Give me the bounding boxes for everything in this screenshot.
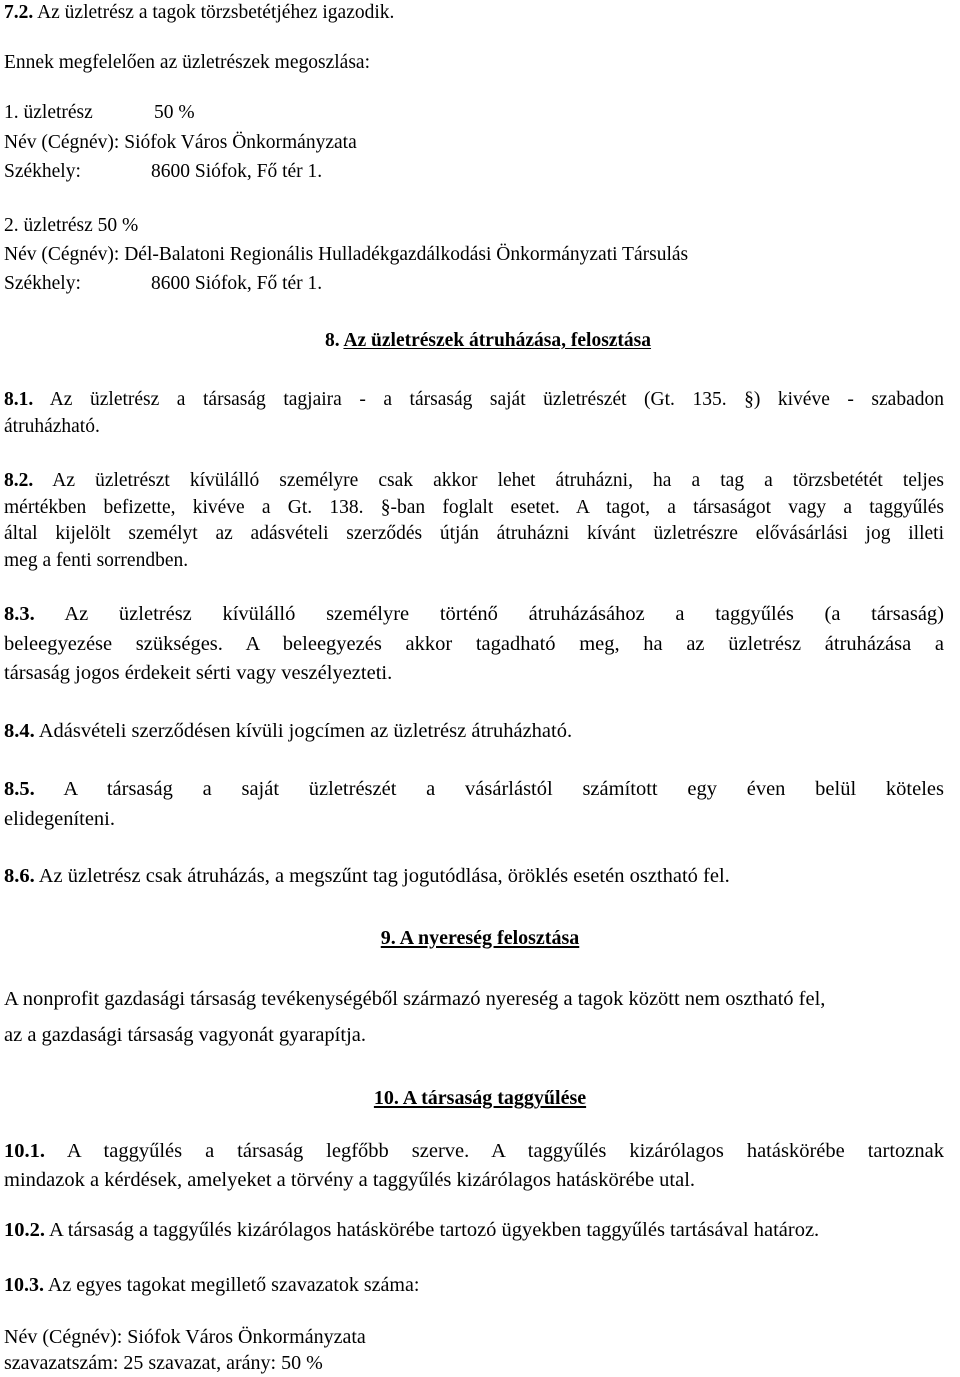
paragraph-text: Az üzletrészt kívülálló személyre csak akkor lehet átruházni, ha a tag a törzsbetétét teljes <box>52 470 944 491</box>
paragraph-number: 10.2. <box>4 1219 45 1241</box>
paragraph-10-3 <box>4 1275 419 1295</box>
share2-name-label: Név (Cégnév): <box>4 244 120 265</box>
paragraph-8-3-line2: beleegyezése szükséges. A beleegyezés akkor tagadható meg, ha az üzletrész átruházása a <box>4 632 944 655</box>
paragraph-text: A tagot, a társaságot vagy a taggyűlés <box>575 496 944 518</box>
paragraph-8-5 <box>4 779 944 829</box>
paragraph-number: 8.1. <box>4 389 34 410</box>
paragraph-text: A társaság a saját üzletrészét a vásárlástól számított egy éven belül köteles <box>63 778 944 800</box>
paragraph-8-5-line1 <box>4 779 944 800</box>
paragraph-8-4 <box>4 721 572 742</box>
paragraph-10-1-line2: mindazok a kérdések, amelyeket a törvény a taggyűlés kizárólagos hatáskörébe utal. <box>4 1168 696 1191</box>
share1-seat-line <box>4 162 322 182</box>
paragraph-text: Az üzletrész csak átruházás, a megszűnt tag jogutódlása, öröklés esetén osztható fel. <box>38 865 730 887</box>
share2-title: 2. üzletrész 50 % <box>4 215 139 236</box>
section-9-line2: az a gazdasági társaság vagyonát gyarapítja. <box>4 1024 366 1046</box>
paragraph-8-1-line2: átruházható. <box>4 415 100 437</box>
share2-seat-label: Székhely: <box>4 273 81 294</box>
paragraph-text: Az üzletrész a tagok törzsbetétjéhez igazodik. <box>37 2 395 23</box>
paragraph-number: 7.2. <box>4 2 34 23</box>
intro-text: Ennek megfelelően az üzletrészek megoszlása: <box>4 52 370 73</box>
paragraph-text: Az üzletrész kívülálló személyre történő átruházásához a taggyűlés (a társaság) <box>64 603 944 625</box>
share1-name-label: Név (Cégnév): <box>4 132 120 153</box>
paragraph-8-2-line4: meg a fenti sorrendben. <box>4 549 189 571</box>
paragraph-8-3-line3: társaság jogos érdekeit sérti vagy veszélyezteti. <box>4 662 393 684</box>
paragraph-8-3 <box>4 604 944 684</box>
share2-seat-line <box>4 274 322 294</box>
share1-title: 1. üzletrész <box>4 102 93 123</box>
section-10-heading <box>0 1088 960 1108</box>
paragraph-text: Adásvételi szerződésen kívüli jogcímen az üzletrész átruházható. <box>38 720 573 742</box>
paragraph-text: A taggyűlés a társaság legfőbb szerve. A taggyűlés kizárólagos hatáskörébe tartoznak <box>66 1140 944 1162</box>
paragraph-number: 10.3. <box>4 1274 44 1296</box>
share1-seat: 8600 Siófok, Fő tér 1. <box>151 161 323 182</box>
paragraph-10-1-line1 <box>4 1141 944 1162</box>
paragraph-8-3-line1 <box>4 604 944 625</box>
section-8-title: Az üzletrészek átruházása, felosztása <box>343 330 652 351</box>
share1-percent: 50 % <box>154 102 195 123</box>
paragraph-number: 10.1. <box>4 1140 45 1162</box>
paragraph-8-6 <box>4 866 730 887</box>
voter-name: Siófok Város Önkormányzata <box>127 1326 366 1348</box>
paragraph-8-2-line3: által kijelölt személyt az adásvételi szerződés útján átruházni kívánt üzletrészre elővásárlási jog illeti <box>4 523 944 544</box>
paragraph-7-2 <box>4 3 394 23</box>
section-9-line1: A nonprofit gazdasági társaság tevékenységéből származó nyereség a tagok között nem osztható fel, <box>4 988 826 1010</box>
paragraph-8-1 <box>4 390 944 436</box>
paragraph-8-2 <box>4 471 944 570</box>
paragraph-text: Az üzletrész a társaság tagjaira - a társaság saját üzletrészét (Gt. 135. §) kivéve - szabadon <box>49 389 944 410</box>
paragraph-10-2 <box>4 1220 819 1241</box>
share2-name: Dél-Balatoni Regionális Hulladékgazdálkodási Önkormányzati Társulás <box>124 244 689 265</box>
section-8-heading <box>325 331 651 351</box>
paragraph-number: 8.2. <box>4 470 34 491</box>
section-9-title: 9. A nyereség felosztása <box>380 927 580 949</box>
share1-seat-label: Székhely: <box>4 161 81 182</box>
paragraph-text: Az egyes tagokat megillető szavazatok száma: <box>47 1274 420 1296</box>
paragraph-number: 8.3. <box>4 603 35 625</box>
section-8-number: 8. <box>325 330 340 351</box>
voter-name-line <box>4 1327 366 1347</box>
share2-name-line <box>4 245 688 265</box>
paragraph-number: 8.6. <box>4 865 35 887</box>
paragraph-number: 8.4. <box>4 720 35 742</box>
paragraph-8-5-line2: elidegeníteni. <box>4 807 115 830</box>
voter-name-label: Név (Cégnév): <box>4 1326 123 1348</box>
voter-votes: szavazatszám: 25 szavazat, arány: 50 % <box>4 1352 323 1374</box>
section-9-heading <box>0 928 960 948</box>
paragraph-number: 8.5. <box>4 778 35 800</box>
paragraph-text: A társaság a taggyűlés kizárólagos hatáskörébe tartozó ügyekben taggyűlés tartásával határoz. <box>49 1219 820 1241</box>
paragraph-text: mértékben befizette, kivéve a Gt. 138. §-ban foglalt esetet. <box>4 496 560 518</box>
share1-name: Siófok Város Önkormányzata <box>124 132 357 153</box>
paragraph-10-1 <box>4 1141 944 1190</box>
section-10-title: 10. A társaság taggyűlése <box>373 1087 587 1109</box>
share2-seat: 8600 Siófok, Fő tér 1. <box>151 273 323 294</box>
share1-title-line <box>4 103 195 123</box>
share1-name-line <box>4 133 357 153</box>
paragraph-8-2-line1 <box>4 471 944 491</box>
paragraph-8-1-line1 <box>4 390 944 410</box>
paragraph-8-2-line2 <box>4 498 944 518</box>
